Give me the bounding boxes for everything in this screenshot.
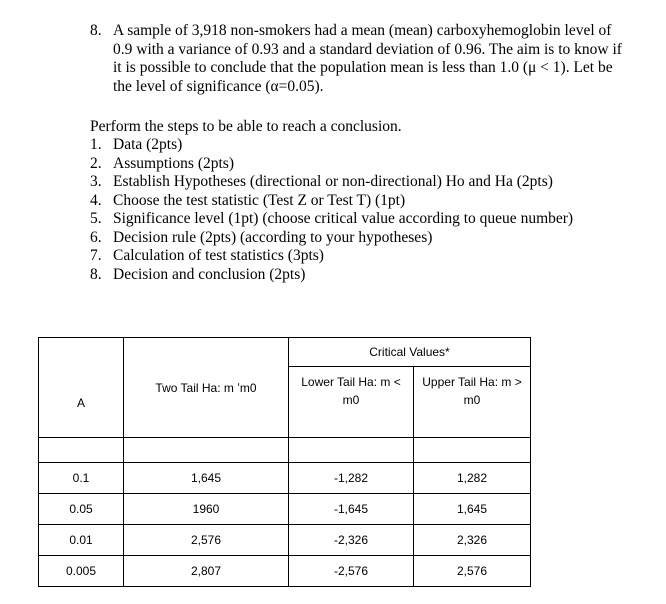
critical-values-table [38, 337, 531, 587]
lower-tail-header: Lower Tail Ha: m < m0 [289, 367, 414, 438]
problem-number: 8. [90, 22, 102, 39]
problem-statement [90, 22, 630, 96]
table-spacer-row [39, 438, 531, 463]
step-item: 8. Decision and conclusion (2pts) [90, 265, 306, 283]
step-item: 6. Decision rule (2pts) (according to your hypotheses) [90, 228, 433, 246]
step-item: 5. Significance level (1pt) (choose critical value according to queue number) [90, 210, 574, 227]
step-item: 3. Establish Hypotheses (directional or non-directional) Ho and Ha (2pts) [90, 173, 553, 190]
two-tail-header: Two Tail Ha: m ʼm0 [124, 338, 289, 438]
table-header-row [39, 338, 531, 367]
critical-values-title: Critical Values* [289, 338, 531, 367]
table-row: 0.01 2,576 -2,326 2,326 [39, 525, 531, 556]
table-row: 0.005 2,807 -2,576 2,576 [39, 556, 531, 587]
problem-text: A sample of 3,918 non-smokers had a mean (mean) carboxyhemoglobin level of 0.9 with a variance of 0.93 and a standard deviation of 0.96. The aim is to know if it is possible to conclude that the population mean is less than 1.0 (μ < 1). Let be the level of significance (α=0.05). [113, 22, 622, 95]
step-item: 1. Data (2pts) [90, 136, 183, 153]
table-row: 0.05 1960 -1,645 1,645 [39, 494, 531, 525]
step-item: 2. Assumptions (2pts) [90, 154, 234, 172]
step-item: 4. Choose the test statistic (Test Z or Test T) (1pt) [90, 191, 406, 209]
alpha-header: A [39, 338, 124, 438]
instructions-intro: Perform the steps to be able to reach a conclusion. [90, 118, 402, 135]
upper-tail-header: Upper Tail Ha: m > m0 [414, 367, 531, 438]
table-row: 0.1 1,645 -1,282 1,282 [39, 463, 531, 494]
steps-list [90, 136, 573, 284]
step-item: 7. Calculation of test statistics (3pts) [90, 247, 324, 264]
